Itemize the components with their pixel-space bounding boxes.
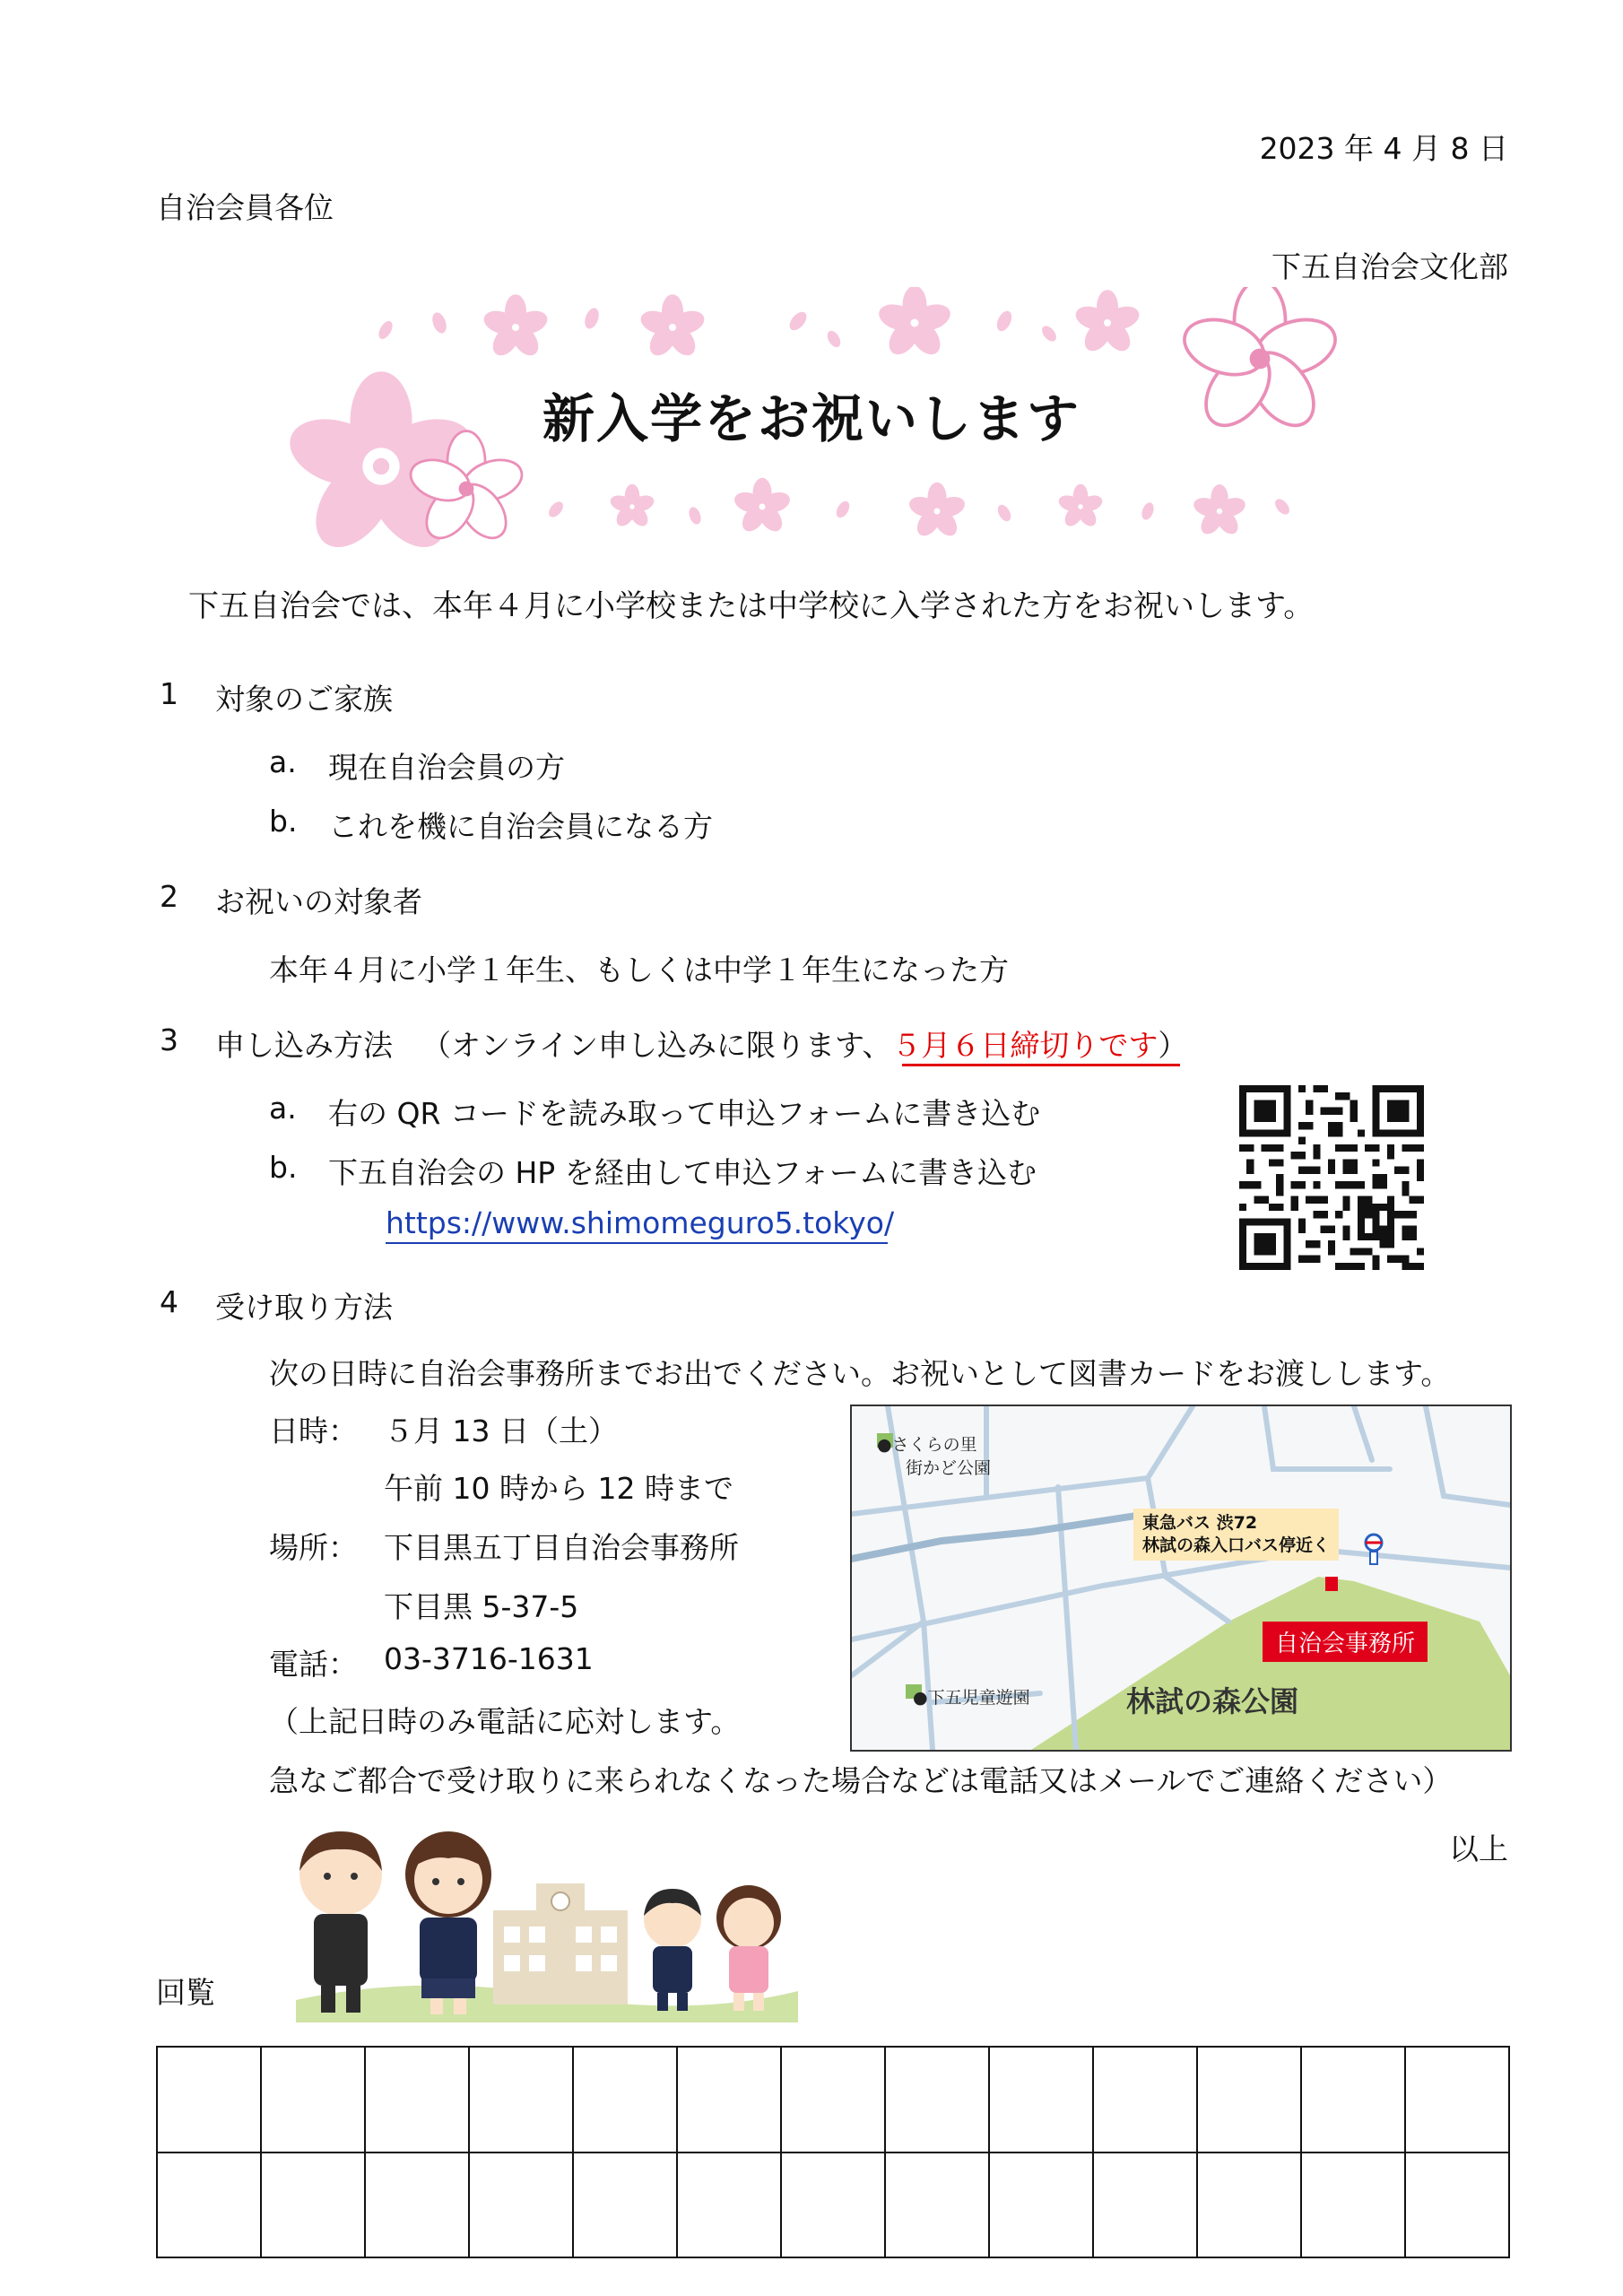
circulation-cell	[885, 2047, 989, 2152]
addressee: 自治会員各位	[156, 190, 334, 225]
circulation-cell	[157, 2152, 261, 2258]
circulation-cell	[1093, 2047, 1197, 2152]
circulation-cell	[677, 2152, 781, 2258]
circulation-grid	[156, 2046, 1510, 2258]
intro-text: 下五自治会では、本年４月に小学校または中学校に入学された方をお祝いします。	[188, 588, 1315, 624]
section-1-number: 1	[160, 676, 178, 711]
circulation-cell	[365, 2047, 469, 2152]
section-4-number: 4	[160, 1284, 178, 1319]
section-1-item: 現在自治会員の方	[328, 750, 565, 785]
document-date: 2023 年 4 月 8 日	[1259, 131, 1508, 166]
phone-note: （上記日時のみ電話に応対します。	[269, 1704, 741, 1739]
datetime-label: 日時：	[269, 1413, 358, 1448]
phone-value: 03-3716-1631	[384, 1641, 594, 1676]
circulation-cell	[469, 2047, 573, 2152]
section-4-body: 次の日時に自治会事務所までお出でください。お祝いとして図書カードをお渡しします。	[269, 1356, 1451, 1391]
circulation-cell	[469, 2152, 573, 2258]
page-title: 新入学をお祝いします	[542, 388, 1081, 449]
map-label-sakura-sub: 街かど公園	[906, 1458, 992, 1478]
sender: 下五自治会文化部	[1271, 249, 1508, 284]
circulation-row	[157, 2152, 1509, 2258]
section-1-item: これを機に自治会員になる方	[328, 809, 713, 844]
place-label: 場所：	[269, 1530, 358, 1565]
section-3-item: 下五自治会の HP を経由して申込フォームに書き込む	[328, 1155, 1037, 1190]
circulation-cell	[573, 2047, 677, 2152]
deadline-text: ５月６日締切りです	[891, 1028, 1159, 1063]
closing-text: 以上	[1449, 1831, 1508, 1866]
place-value: 下目黒五丁目自治会事務所	[384, 1530, 739, 1565]
children-illustration	[287, 1821, 807, 2036]
location-map	[850, 1405, 1512, 1752]
circulation-cell	[781, 2047, 885, 2152]
student-boy-icon	[299, 1831, 382, 2013]
section-3-item-mark: b.	[269, 1150, 298, 1185]
homepage-link[interactable]: https://www.shimomeguro5.tokyo/	[386, 1205, 895, 1240]
circulation-row	[157, 2047, 1509, 2152]
section-2-body: 本年４月に小学１年生、もしくは中学１年生になった方	[269, 952, 1009, 987]
section-3-number: 3	[160, 1022, 178, 1057]
circulation-cell	[573, 2152, 677, 2258]
circulation-cell	[1197, 2152, 1301, 2258]
section-1-heading: 対象のご家族	[215, 682, 393, 717]
phone-label: 電話：	[269, 1647, 358, 1682]
circulation-label: 回覧	[156, 1975, 215, 2010]
time-value: 午前 10 時から 12 時まで	[384, 1471, 733, 1506]
circulation-cell	[157, 2047, 261, 2152]
section-3-item: 右の QR コードを読み取って申込フォームに書き込む	[328, 1096, 1041, 1131]
section-3-item-mark: a.	[269, 1091, 297, 1126]
circulation-cell	[261, 2152, 365, 2258]
circulation-cell	[1197, 2047, 1301, 2152]
map-office-marker: 自治会事務所	[1263, 1622, 1428, 1662]
circulation-cell	[1301, 2152, 1405, 2258]
circulation-cell	[1301, 2047, 1405, 2152]
section-2-number: 2	[160, 879, 178, 914]
section-2-heading: お祝いの対象者	[215, 884, 422, 919]
school-building-icon	[493, 1883, 628, 2005]
link-underline	[386, 1242, 888, 1244]
circulation-cell	[677, 2047, 781, 2152]
circulation-cell	[365, 2152, 469, 2258]
map-label-jido: ●下五児童遊園	[913, 1688, 1030, 1708]
date-value: ５月 13 日（土）	[384, 1413, 618, 1448]
circulation-cell	[1405, 2047, 1509, 2152]
circulation-cell	[1405, 2152, 1509, 2258]
circulation-cell	[781, 2152, 885, 2258]
student-girl-icon	[716, 1885, 781, 2011]
circulation-cell	[989, 2152, 1093, 2258]
circulation-cell	[989, 2047, 1093, 2152]
map-park-label: 林試の森公園	[1126, 1684, 1299, 1718]
circulation-cell	[1093, 2152, 1197, 2258]
map-label-sakura: ●さくらの里	[877, 1435, 977, 1455]
deadline-underline	[902, 1064, 1180, 1066]
qr-code-icon[interactable]	[1239, 1085, 1424, 1270]
section-1-item-mark: b.	[269, 804, 298, 839]
section-4-heading: 受け取り方法	[215, 1290, 393, 1325]
student-boy-icon	[644, 1889, 701, 2011]
map-bus-note: 東急バス 渋72 林試の森入口バス停近く	[1133, 1509, 1339, 1561]
contact-note: 急なご都合で受け取りに来られなくなった場合などは電話又はメールでご連絡ください）	[269, 1763, 1453, 1798]
section-3-heading: 申し込み方法	[215, 1028, 393, 1063]
section-3-note: （オンライン申し込みに限ります、５月６日締切りです）	[421, 1028, 1188, 1063]
address-value: 下目黒 5-37-5	[384, 1589, 579, 1624]
circulation-cell	[885, 2152, 989, 2258]
circulation-cell	[261, 2047, 365, 2152]
section-1-item-mark: a.	[269, 744, 297, 779]
